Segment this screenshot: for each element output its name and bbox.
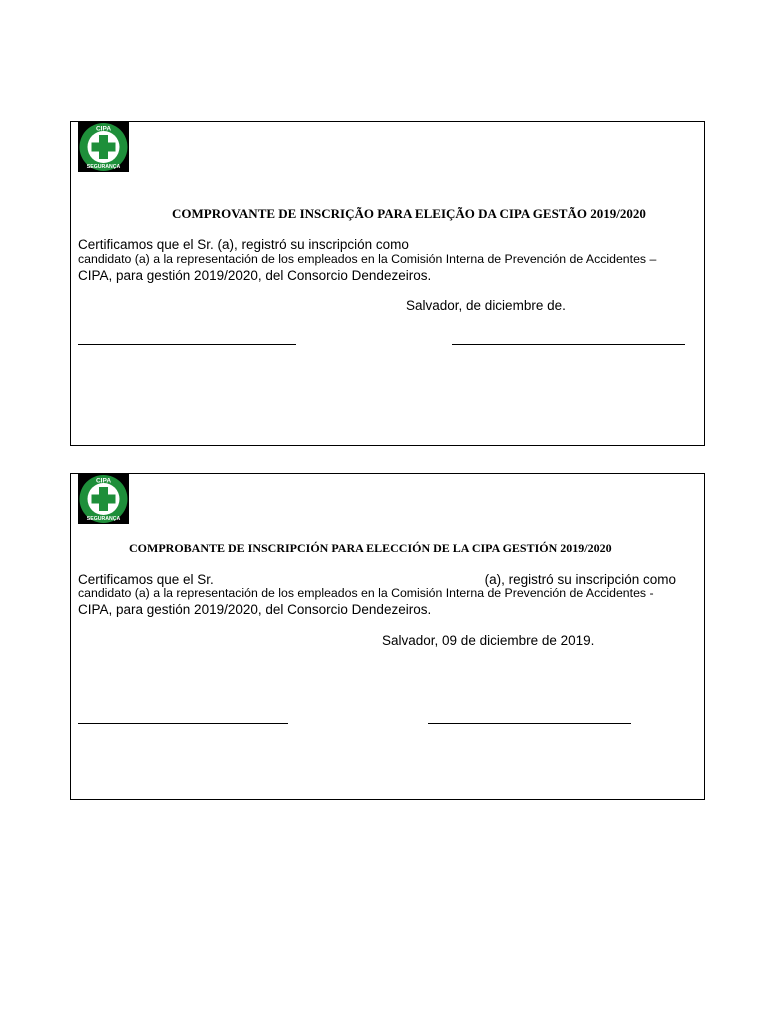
place-date: Salvador, de diciembre de. <box>406 298 566 313</box>
place-date: Salvador, 09 de diciembre de 2019. <box>382 633 595 648</box>
receipt-card-spanish <box>70 473 705 800</box>
cipa-logo <box>78 122 129 172</box>
receipt-card-portuguese <box>70 121 705 446</box>
cert-line-2: candidato (a) a la representación de los empleados en la Comisión Interna de Prevención de Accidentes - <box>78 586 654 600</box>
cert-line-1 <box>78 572 676 587</box>
signature-line-right <box>452 344 685 345</box>
cert-line-3: CIPA, para gestión 2019/2020, del Consorcio Dendezeiros. <box>78 268 432 283</box>
receipt-title: COMPROVANTE DE INSCRIÇÃO PARA ELEIÇÃO DA CIPA GESTÃO 2019/2020 <box>172 206 646 221</box>
cert-line-1-start: Certificamos que el Sr. <box>78 572 214 587</box>
receipt-title: COMPROBANTE DE INSCRIPCIÓN PARA ELECCIÓN DE LA CIPA GESTIÓN 2019/2020 <box>129 541 612 555</box>
green-cross-icon <box>78 474 129 524</box>
logo-top-text: CIPA <box>95 125 112 133</box>
logo-bottom-text: SEGURANÇA <box>86 516 121 522</box>
cert-line-2: candidato (a) a la representación de los empleados en la Comisión Interna de Prevención de Accidentes – <box>78 252 657 266</box>
signature-line-left <box>78 344 296 345</box>
signature-line-left <box>78 723 288 724</box>
cert-line-3: CIPA, para gestión 2019/2020, del Consorcio Dendezeiros. <box>78 602 432 617</box>
logo-top-text: CIPA <box>95 477 112 485</box>
cert-line-1-end: (a), registró su inscripción como <box>484 572 676 587</box>
signature-line-right <box>428 723 631 724</box>
logo-bottom-text: SEGURANÇA <box>86 164 121 170</box>
cipa-logo <box>78 474 129 524</box>
cert-line-1: Certificamos que el Sr. (a), registró su inscripción como <box>78 237 409 252</box>
green-cross-icon <box>78 122 129 172</box>
